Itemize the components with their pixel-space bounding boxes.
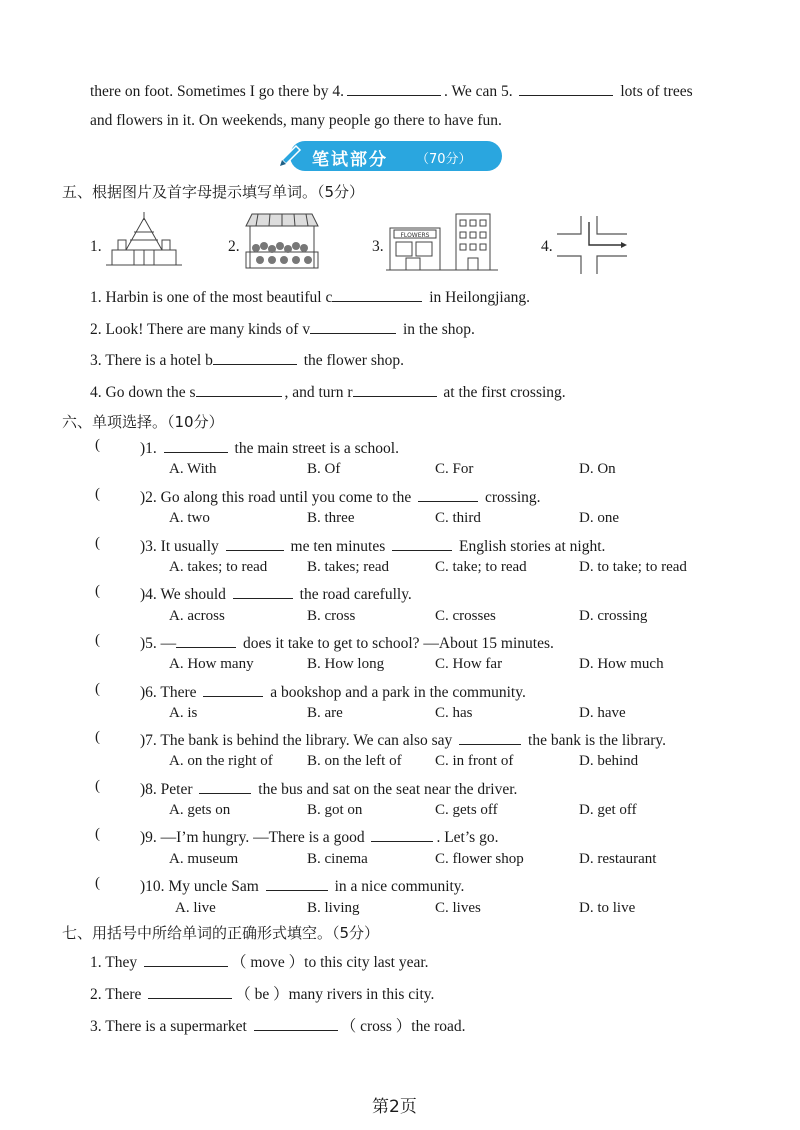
q-text: at the first crossing. bbox=[443, 384, 566, 401]
s6-q7 bbox=[140, 729, 666, 750]
s6-q10 bbox=[140, 875, 464, 896]
option-b[interactable]: B. How long bbox=[307, 656, 385, 672]
page-number: 第2页 bbox=[372, 1097, 417, 1117]
banner-score: （70分） bbox=[416, 152, 472, 167]
blank[interactable] bbox=[226, 535, 284, 551]
option-c[interactable]: C. flower shop bbox=[435, 851, 524, 867]
s7-q2 bbox=[90, 982, 434, 1004]
q-text: crossing. bbox=[484, 489, 541, 506]
option-a[interactable]: A. takes; to read bbox=[169, 559, 268, 575]
answer-paren[interactable]: ( bbox=[95, 729, 100, 745]
option-a[interactable]: A. is bbox=[169, 705, 198, 721]
option-b[interactable]: B. living bbox=[307, 900, 360, 916]
blank[interactable] bbox=[371, 826, 433, 842]
word-hint: （ be ） bbox=[235, 986, 289, 1003]
q-text: Go along this road until you come to the bbox=[160, 489, 412, 506]
word-hint: （ move ） bbox=[230, 954, 305, 971]
city-building-picture bbox=[104, 210, 184, 270]
option-a[interactable]: A. two bbox=[169, 510, 210, 526]
q-text: It usually bbox=[160, 538, 219, 555]
option-a[interactable]: A. live bbox=[175, 900, 216, 916]
first-letter: s bbox=[189, 384, 196, 401]
q-num: )1. bbox=[140, 440, 157, 457]
q-text: 1. They bbox=[90, 954, 138, 971]
option-d[interactable]: D. to take; to read bbox=[579, 559, 687, 575]
first-letter: c bbox=[325, 289, 333, 306]
blank-s5-q3[interactable] bbox=[213, 349, 297, 365]
answer-paren[interactable]: ( bbox=[95, 875, 100, 891]
q-text: in the shop. bbox=[402, 321, 475, 338]
blank[interactable] bbox=[203, 681, 263, 697]
q-text: 2. Look! There are many kinds of bbox=[90, 321, 299, 338]
blank[interactable] bbox=[418, 486, 478, 502]
q-text: —I’m hungry. —There is a good bbox=[160, 829, 365, 846]
pic-num-3: 3. bbox=[372, 238, 384, 255]
option-d[interactable]: D. crossing bbox=[579, 608, 648, 624]
s5-q1 bbox=[90, 286, 530, 307]
q-text: 3. There is a hotel bbox=[90, 352, 202, 369]
option-a[interactable]: A. How many bbox=[169, 656, 254, 672]
option-c[interactable]: C. take; to read bbox=[435, 559, 527, 575]
q-num: )2. bbox=[140, 489, 157, 506]
q-text: me ten minutes bbox=[290, 538, 386, 555]
answer-paren[interactable]: ( bbox=[95, 486, 100, 502]
option-c[interactable]: C. How far bbox=[435, 656, 503, 672]
banner-title: 笔试部分 bbox=[312, 150, 388, 170]
answer-paren[interactable]: ( bbox=[95, 681, 100, 697]
option-b[interactable]: B. cinema bbox=[307, 851, 368, 867]
option-b[interactable]: B. are bbox=[307, 705, 343, 721]
section7-heading: 七、用括号中所给单词的正确形式填空。（5分） bbox=[62, 924, 380, 942]
q-text: the bus and sat on the seat near the driver. bbox=[258, 781, 518, 798]
option-a[interactable]: A. museum bbox=[169, 851, 239, 867]
q-num: )6. bbox=[140, 684, 157, 701]
option-b[interactable]: B. on the left of bbox=[307, 753, 402, 769]
passage-line-2 bbox=[90, 112, 502, 130]
first-letter: b bbox=[205, 352, 213, 369]
section6-heading: 六、单项选择。（10分） bbox=[62, 413, 224, 431]
s6-q3 bbox=[140, 535, 605, 556]
answer-paren[interactable]: ( bbox=[95, 826, 100, 842]
pencil-icon bbox=[278, 140, 306, 168]
blank[interactable] bbox=[459, 729, 521, 745]
s7-q3 bbox=[90, 1014, 466, 1036]
answer-paren[interactable]: ( bbox=[95, 535, 100, 551]
passage-text: there on foot. Sometimes I go there by 4. bbox=[90, 83, 344, 100]
answer-paren[interactable]: ( bbox=[95, 778, 100, 794]
blank[interactable] bbox=[164, 437, 228, 453]
blank[interactable] bbox=[392, 535, 452, 551]
q-num: )3. bbox=[140, 538, 157, 555]
s7-q1 bbox=[90, 950, 429, 972]
option-c[interactable]: C. gets off bbox=[435, 802, 498, 818]
q-text: 4. Go down the bbox=[90, 384, 186, 401]
option-b[interactable]: B. Of bbox=[307, 461, 341, 477]
written-part-banner bbox=[290, 141, 502, 171]
pic-num-2: 2. bbox=[228, 238, 240, 255]
q-text: . Let’s go. bbox=[436, 829, 499, 846]
option-d[interactable]: D. get off bbox=[579, 802, 637, 818]
option-c[interactable]: C. in front of bbox=[435, 753, 514, 769]
passage-text: lots of trees bbox=[620, 83, 693, 100]
q-text: in a nice community. bbox=[334, 878, 465, 895]
blank-s5-q4b[interactable] bbox=[353, 381, 437, 397]
option-d[interactable]: D. On bbox=[579, 461, 616, 477]
option-c[interactable]: C. lives bbox=[435, 900, 481, 916]
q-text: the bank is the library. bbox=[528, 732, 667, 749]
arrow-icon bbox=[621, 242, 627, 248]
option-a[interactable]: A. With bbox=[169, 461, 217, 477]
pic-num-4: 4. bbox=[541, 238, 553, 255]
option-c[interactable]: C. third bbox=[435, 510, 481, 526]
blank-s5-q2[interactable] bbox=[310, 318, 396, 334]
passage-text: . We can 5. bbox=[443, 83, 513, 100]
flowers-sign-text: FLOWERS bbox=[400, 232, 430, 239]
blank[interactable] bbox=[233, 583, 293, 599]
q-text: English stories at night. bbox=[459, 538, 606, 555]
vegetable-stall-picture bbox=[242, 212, 322, 274]
s6-q9 bbox=[140, 826, 498, 847]
q-text: a bookshop and a park in the community. bbox=[270, 684, 526, 701]
blank[interactable] bbox=[199, 778, 251, 794]
q-text: 2. There bbox=[90, 986, 142, 1003]
q-text: , and turn bbox=[284, 384, 344, 401]
option-b[interactable]: B. takes; read bbox=[307, 559, 390, 575]
q-text: The bank is behind the library. We can also say bbox=[160, 732, 453, 749]
option-b[interactable]: B. got on bbox=[307, 802, 363, 818]
answer-paren[interactable]: ( bbox=[95, 583, 100, 599]
q-num: )5. bbox=[140, 635, 157, 652]
q-num: )8. bbox=[140, 781, 157, 798]
q-num: )9. bbox=[140, 829, 157, 846]
q-text: the main street is a school. bbox=[234, 440, 399, 457]
pic-num-1: 1. bbox=[90, 238, 102, 255]
q-text: the flower shop. bbox=[303, 352, 404, 369]
option-d[interactable]: D. restaurant bbox=[579, 851, 657, 867]
q-num: )10. bbox=[140, 878, 165, 895]
q-text: We should bbox=[160, 586, 226, 603]
option-d[interactable]: D. to live bbox=[579, 900, 636, 916]
q-text: to this city last year. bbox=[304, 954, 429, 971]
section5-heading: 五、根据图片及首字母提示填写单词。（5分） bbox=[62, 183, 365, 201]
blank[interactable] bbox=[254, 1015, 338, 1031]
option-a[interactable]: A. on the right of bbox=[169, 753, 273, 769]
s6-q1 bbox=[140, 437, 399, 458]
passage-line-1 bbox=[90, 80, 693, 101]
first-letter: r bbox=[347, 384, 353, 401]
option-a[interactable]: A. gets on bbox=[169, 802, 231, 818]
answer-paren[interactable]: ( bbox=[95, 437, 100, 453]
q-text: in Heilongjiang. bbox=[429, 289, 530, 306]
blank-5[interactable] bbox=[519, 80, 613, 96]
blank-s5-q4a[interactable] bbox=[196, 381, 282, 397]
s5-q3 bbox=[90, 349, 404, 370]
q-text: There bbox=[160, 684, 197, 701]
hotel-and-flower-shop-picture bbox=[386, 210, 498, 274]
option-d[interactable]: D. How much bbox=[579, 656, 664, 672]
q-text: My uncle Sam bbox=[168, 878, 259, 895]
q-text: the road. bbox=[411, 1018, 466, 1035]
q-num: )4. bbox=[140, 586, 157, 603]
q-text: many rivers in this city. bbox=[288, 986, 435, 1003]
q-text: the road carefully. bbox=[299, 586, 412, 603]
s5-q2 bbox=[90, 318, 475, 339]
s6-q6 bbox=[140, 681, 526, 702]
s6-q4 bbox=[140, 583, 412, 604]
answer-paren[interactable]: ( bbox=[95, 632, 100, 648]
option-c[interactable]: C. has bbox=[435, 705, 473, 721]
blank-4[interactable] bbox=[347, 80, 441, 96]
blank[interactable] bbox=[266, 875, 328, 891]
s6-q2 bbox=[140, 486, 541, 507]
option-d[interactable]: D. have bbox=[579, 705, 626, 721]
s6-q8 bbox=[140, 778, 517, 799]
option-d[interactable]: D. behind bbox=[579, 753, 639, 769]
option-d[interactable]: D. one bbox=[579, 510, 619, 526]
s6-q5 bbox=[140, 632, 554, 653]
blank[interactable] bbox=[176, 632, 236, 648]
first-letter: v bbox=[302, 321, 311, 338]
s5-q4 bbox=[90, 381, 566, 402]
crossing-map-picture bbox=[555, 214, 629, 276]
q-text: 3. There is a supermarket bbox=[90, 1018, 247, 1035]
blank-s5-q1[interactable] bbox=[332, 286, 422, 302]
passage-text: and flowers in it. On weekends, many people go there to have fun. bbox=[90, 112, 502, 129]
blank[interactable] bbox=[148, 983, 232, 999]
option-c[interactable]: C. crosses bbox=[435, 608, 496, 624]
q-text: does it take to get to school? —About 15 minutes. bbox=[243, 635, 554, 652]
q-text: — bbox=[160, 635, 177, 652]
word-hint: （ cross ） bbox=[340, 1018, 412, 1035]
option-c[interactable]: C. For bbox=[435, 461, 474, 477]
option-a[interactable]: A. across bbox=[169, 608, 225, 624]
blank[interactable] bbox=[144, 951, 228, 967]
q-num: )7. bbox=[140, 732, 157, 749]
option-b[interactable]: B. three bbox=[307, 510, 355, 526]
q-text: 1. Harbin is one of the most beautiful bbox=[90, 289, 322, 306]
q-text: Peter bbox=[160, 781, 193, 798]
option-b[interactable]: B. cross bbox=[307, 608, 356, 624]
